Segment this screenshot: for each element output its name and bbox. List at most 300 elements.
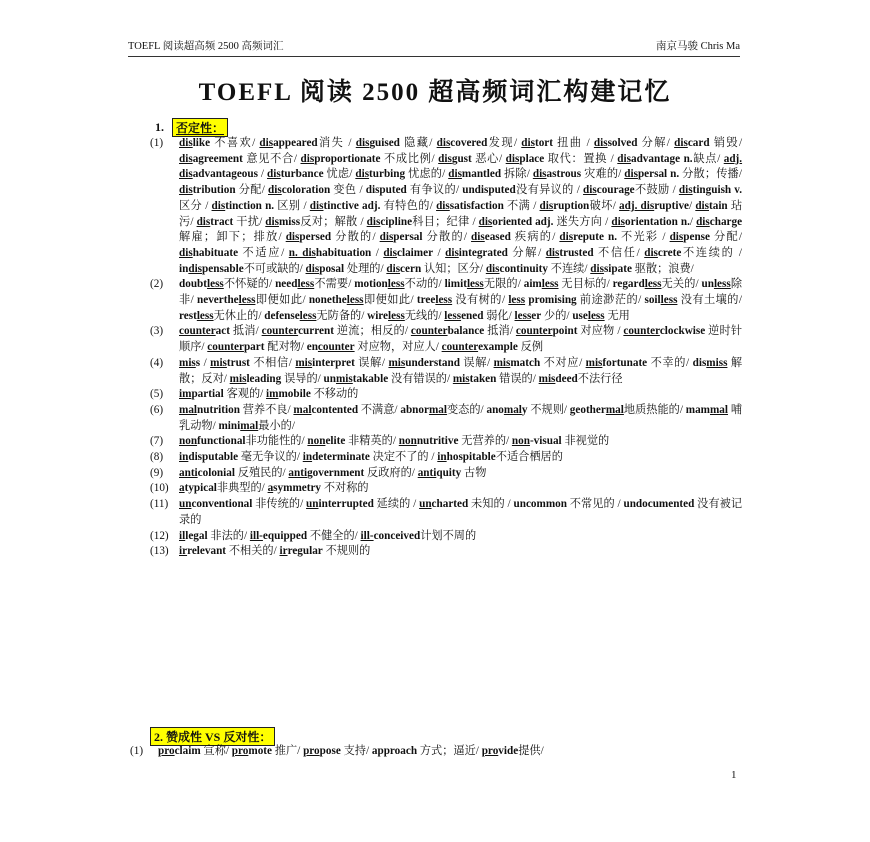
vocab-word-segment: ruption [553,199,590,212]
vocab-word-segment: mis [585,356,603,369]
vocab-word-segment: n. dis [288,246,316,259]
gloss-text: 解散；反对/ [179,356,743,385]
vocab-word-segment: dis [268,184,282,197]
gloss-text: 驱散；浪费/ [631,262,694,275]
gloss-text: 分解/ [637,137,675,149]
vocab-word-segment: tinction n. [225,199,275,212]
vocab-word-segment: mal [240,419,259,432]
vocab-word-segment: coloration [281,184,331,197]
gloss-text: / [433,246,446,259]
vocab-word-segment: dis [695,199,709,212]
vocab-word-segment: cern [400,262,422,275]
vocab-word-segment: in [302,451,313,464]
vocab-word-segment: anti [417,466,437,479]
vocab-entry [150,277,742,324]
vocab-word-segment: counter [261,325,299,338]
gloss-text: 无关的/ [661,278,702,291]
gloss-text: 不连续的 / [681,246,743,259]
vocab-word-segment: current [298,325,334,338]
vocab-entry [150,544,742,560]
gloss-text: 无防备的/ [316,309,368,322]
vocab-entry [130,744,742,760]
vocab-word-segment: counter [207,341,244,354]
vocab-word-segment: tree [416,294,436,307]
item-number: (11) [150,498,169,511]
gloss-text: 错误的/ [496,372,539,385]
vocab-word-segment: dis [624,168,638,181]
gloss-text: 不规则/ [527,403,570,416]
vocab-word-segment: im [179,388,192,401]
gloss-text: 古物 [461,466,487,479]
item-text [179,544,742,560]
gloss-text: 发现/ [487,137,522,149]
gloss-text: 营养不良/ [239,403,294,416]
item-text [179,497,742,528]
gloss-text: 误解/ [354,356,389,369]
vocab-word-segment: card [687,137,710,149]
vocab-word-segment: persal [393,231,423,244]
vocab-entry [150,434,742,450]
gloss-text: 抵消/ [229,325,262,338]
vocab-word-segment: tinctive adj. [323,199,381,212]
vocab-word-segment: claim [174,745,201,757]
vocab-word-segment: place [519,152,545,165]
vocab-word-segment: deed [555,372,578,385]
vocab-word-segment: promising [525,294,577,307]
gloss-text: 不健全的/ [307,529,361,542]
gloss-text: 非精英的/ [345,435,399,448]
vocab-word-segment: tinguish v. [692,184,743,197]
vocab-word-segment: eased [484,231,511,244]
gloss-text: 延续的 / [373,498,420,511]
vocab-word-segment: in [179,451,189,464]
item-number: (10) [150,482,169,495]
gloss-text: 不对应/ [540,356,586,369]
vocab-word-segment: counter [623,325,660,338]
vocab-word-segment: government [307,466,365,479]
vocab-word-segment: less [346,294,364,307]
gloss-text: 即便如此/ [363,294,417,307]
vocab-word-segment: mal [179,403,198,416]
vocab-word-segment: dis [471,231,485,244]
vocab-word-segment: less [444,309,462,322]
vocab-word-segment: less [207,278,224,291]
vocab-word-segment: dis [211,199,226,212]
vocab-word-segment: regular [287,545,323,558]
gloss-text: 推广/ [271,745,304,757]
item-number: (7) [150,435,164,448]
gloss-text: 前途渺茫的/ [576,294,645,307]
vocab-word-segment: habituation [315,246,372,259]
gloss-text: 分散的/ [331,231,380,244]
vocab-word-segment: dis [692,356,707,369]
vocab-entry [150,356,742,387]
gloss-text: 无休止的/ [213,309,265,322]
gloss-text: 配对物/ [264,341,307,354]
vocab-word-segment: adj. dis [179,152,743,181]
vocab-word-segment: typical [184,482,217,495]
item-text [179,136,742,277]
vocab-word-segment: tort [534,137,553,149]
vocab-entry [150,466,742,482]
gloss-text: 不怀疑的/ [223,278,276,291]
vocab-word-segment: dis [593,137,608,149]
vocab-word-segment: dis [521,137,535,149]
vocab-word-segment: dis [355,137,370,149]
section-1-item-list [150,136,742,560]
gloss-text: 区别 / [274,199,310,212]
vocab-word-segment: tain [709,199,728,212]
vocab-word-segment: interrupted [318,498,374,511]
vocab-word-segment: mis [538,372,556,385]
gloss-text: 忧虑的/ [405,168,449,181]
vocab-word-segment: trusted [559,246,594,259]
gloss-text: 反对；解散 / [300,215,367,228]
vocab-word-segment: dis [305,262,320,275]
gloss-text: 非典型的/ [216,482,268,495]
vocab-word-segment: dis [611,215,626,228]
vocab-word-segment: miss [706,356,728,369]
vocab-word-segment: need [275,278,298,291]
vocab-word-segment: nutrition [197,403,240,416]
vocab-word-segment: dis [285,231,300,244]
vocab-word-segment: dis [674,137,688,149]
gloss-text: 不移动的 [310,388,359,401]
vocab-word-segment: habituate [192,246,239,259]
section-2-heading-text: 赞成性 VS 反对性： [166,730,272,744]
vocab-word-segment: dis [436,137,451,149]
item-text [179,356,742,387]
item-text [179,466,742,482]
vocab-word-segment: courage [596,184,635,197]
vocab-word-segment: appro [371,745,401,757]
item-number: (13) [150,545,169,558]
vocab-word-segment: ach [400,745,418,757]
vocab-word-segment: turbance [280,168,324,181]
vocab-word-segment: tract [210,215,234,228]
gloss-text: 变色 / [330,184,366,197]
gloss-text: 除非/ [179,278,743,307]
vocab-word-segment: nutritive [416,435,459,448]
vocab-word-segment: vide [498,745,519,757]
vocab-word-segment: less [660,294,678,307]
vocab-word-segment: counter [441,341,479,354]
gloss-text: 有争议的/ [406,184,463,197]
vocab-word-segment: interpret [312,356,355,369]
gloss-text: 意见不合/ [242,152,301,165]
vocab-word-segment: equipped [262,529,308,542]
gloss-text: 不相信/ [249,356,296,369]
vocab-word-segment: rest [179,309,197,322]
gloss-text: 区分 / [179,199,212,212]
vocab-word-segment: part [243,341,265,354]
vocab-word-segment: less [196,309,214,322]
vocab-word-segment: mantled [461,168,502,181]
vocab-word-segment: dis [559,231,574,244]
vocab-word-segment: charge [709,215,743,228]
gloss-text: 非传统的/ [252,498,307,511]
gloss-text: 无用 [604,309,630,322]
vocab-word-segment: un [179,498,192,511]
gloss-text: 不鼓励 / [634,184,679,197]
vocab-word-segment: dis [485,262,500,275]
vocab-word-segment: contented [311,403,359,416]
vocab-word-segment: mis [493,356,511,369]
vocab-word-segment: use [572,309,588,322]
vocab-word-segment: agreement [192,152,243,165]
vocab-entry [150,497,742,528]
vocab-word-segment: covered [450,137,488,149]
vocab-word-segment: counter [179,325,216,338]
item-number: (3) [150,325,164,338]
vocab-word-segment: adj. dis [619,199,655,212]
gloss-text: 分配/ [235,184,269,197]
section-1-heading [155,118,228,137]
vocab-word-segment: pensable [202,262,244,275]
vocab-word-segment: less [387,278,405,291]
vocab-word-segment: pense [683,231,710,244]
vocab-word-segment: repute n. [573,231,617,244]
vocab-word-segment: nonethe [308,294,347,307]
vocab-word-segment: tribution [192,184,236,197]
vocab-word-segment: in [437,451,447,464]
gloss-text: 有特色的/ [380,199,437,212]
item-number: (2) [150,278,164,291]
vocab-word-segment: advantage n. [630,152,693,165]
vocab-word-segment: dis [179,184,193,197]
vocab-word-segment: satisfaction [449,199,504,212]
vocab-word-segment: er [531,309,542,322]
gloss-text: 反例 [517,341,544,354]
vocab-word-segment: dis [617,152,631,165]
gloss-text: 误解/ [459,356,494,369]
vocab-word-segment: dis [300,152,315,165]
vocab-word-segment: mobile [278,388,311,401]
vocab-word-segment: ano [486,403,504,416]
vocab-word-segment: less [238,294,256,307]
vocab-word-segment: astrous [546,168,582,181]
vocab-word-segment: ir [179,545,188,558]
vocab-word-segment: turbing [369,168,406,181]
gloss-text: / [200,356,211,369]
gloss-text: 缺点/ [692,152,724,165]
vocab-word-segment: non [179,435,198,448]
vocab-word-segment: less [587,309,605,322]
gloss-text: 不规则的 [322,545,371,558]
vocab-word-segment: dis [545,246,560,259]
vocab-word-segment: takable [352,372,389,385]
gloss-text: 消失 / [317,137,356,149]
gloss-text: 认知；区分/ [421,262,486,275]
gloss-text: 拆除/ [501,168,533,181]
vocab-word-segment: ill- [249,529,263,542]
vocab-word-segment: advantageous [192,168,258,181]
vocab-word-segment: mal [428,403,447,416]
vocab-word-segment: miss [278,215,301,228]
vocab-entry [150,403,742,434]
gloss-text: 不可或缺的/ [243,262,306,275]
vocab-word-segment: aim [523,278,542,291]
vocab-word-segment: point [552,325,578,338]
gloss-text: 不喜欢/ [210,137,260,149]
vocab-word-segment: un [701,278,714,291]
vocab-word-segment: mis [295,356,313,369]
vocab-word-segment: dis [532,168,547,181]
vocab-word-segment: undocumented [623,498,695,511]
vocab-word-segment: ir [279,545,288,558]
gloss-text: / [257,168,268,181]
item-text [179,403,742,434]
vocab-word-segment: less [644,278,662,291]
gloss-text: 分配/ [710,231,743,244]
vocab-word-segment: defense [264,309,300,322]
gloss-text: 对应物，对应人/ [354,341,442,354]
gloss-text: 隐藏/ [399,137,437,149]
vocab-word-segment: mis [452,372,470,385]
vocab-word-segment: conceived [373,529,421,542]
vocab-word-segment: non [511,435,530,448]
vocab-word-segment: functional [197,435,246,448]
vocab-word-segment: disputable [188,451,239,464]
vocab-word-segment: dis [678,184,693,197]
running-header [128,38,740,57]
vocab-word-segment: example [478,341,518,354]
gloss-text: 迷失方向 / [553,215,612,228]
gloss-text: 地质热能的/ [623,403,686,416]
gloss-text: 不相关的/ [226,545,280,558]
gloss-text: 最小的/ [258,419,295,432]
vocab-word-segment: dis [366,215,381,228]
vocab-word-segment: uncommon [513,498,567,511]
vocab-word-segment: leading [246,372,282,385]
vocab-word-segment: a [267,482,274,495]
vocab-word-segment: dis [179,246,193,259]
item-text [179,450,742,466]
gloss-text: 非功能性的/ [245,435,308,448]
gloss-text: 分散；传播/ [679,168,743,181]
vocab-word-segment: dis [179,137,193,149]
vocab-entry [150,324,742,355]
vocab-word-segment: dis [696,215,710,228]
vocab-word-segment: like [192,137,211,149]
vocab-word-segment: mis [179,356,196,369]
vocab-word-segment: mini [218,419,241,432]
vocab-word-segment: ened [461,309,484,322]
gloss-text: 灾难的/ [581,168,625,181]
vocab-word-segment: dis [436,199,450,212]
vocab-word-segment: counter [515,325,553,338]
gloss-text: 抵消/ [484,325,516,338]
vocab-word-segment: anti [179,466,198,479]
vocab-word-segment: pro [481,745,499,757]
vocab-word-segment: dis [478,215,493,228]
vocab-word-segment: persed [299,231,332,244]
gloss-text: 宣称/ [200,745,232,757]
vocab-word-segment: mal [605,403,624,416]
gloss-text: 不需要/ [314,278,355,291]
vocab-word-segment: symmetry [273,482,322,495]
vocab-word-segment: partial [191,388,224,401]
vocab-word-segment: mis [335,372,353,385]
gloss-text: 少的/ [541,309,573,322]
gloss-text: 逆流；相反的/ [333,325,411,338]
item-text [179,324,742,355]
vocab-word-segment: un [419,498,432,511]
gloss-text: / [689,199,696,212]
gloss-text: 解雇；卸下；排放/ [179,231,286,244]
gloss-text: 不法行径 [577,372,623,385]
gloss-text: 不适合栖居的 [495,451,563,464]
vocab-word-segment: a [179,482,185,495]
gloss-text: 弱化/ [483,309,515,322]
vocab-entry [150,529,742,545]
item-number: (1) [150,137,164,149]
gloss-text: 方式；逼近/ [417,745,482,757]
vocab-word-segment: dis [259,137,274,149]
vocab-word-segment: neverthe [197,294,239,307]
vocab-word-segment: -visual [529,435,562,448]
vocab-word-segment: wire [367,309,389,322]
vocab-entry [150,450,742,466]
vocab-word-segment: un [306,498,319,511]
vocab-word-segment: colonial [197,466,235,479]
vocab-word-segment: dis [179,152,193,165]
gloss-text: 分散的/ [422,231,472,244]
gloss-text: 销毁/ [709,137,743,149]
vocab-word-segment: determinate [312,451,370,464]
gloss-text: 不光彩 / [617,231,670,244]
vocab-word-segment: legal [185,529,208,542]
vocab-word-segment: less [388,309,405,322]
vocab-word-segment: posal [319,262,345,275]
section-1-heading-text: 否定性： [176,121,225,135]
vocab-word-segment: mal [709,403,729,416]
vocab-word-segment: cipline [380,215,413,228]
gloss-text: 无目标的/ [558,278,613,291]
vocab-word-segment: fortunate [602,356,648,369]
gloss-text: 哺乳动物/ [179,403,743,432]
gloss-text: 反殖民的/ [234,466,289,479]
vocab-word-segment: less [514,309,532,322]
vocab-word-segment: y [521,403,528,416]
gloss-text: 提供/ [518,745,544,757]
vocab-word-segment: dis [383,246,398,259]
vocab-word-segment: less [299,309,317,322]
gloss-text: 不适应/ [238,246,289,259]
vocab-entry [150,387,742,403]
gloss-text: 未知的 / [468,498,514,511]
vocab-word-segment: anti [288,466,308,479]
item-number: (4) [150,356,164,369]
vocab-word-segment: trust [226,356,250,369]
vocab-word-segment: clockwise [659,325,706,338]
gloss-text: 破坏/ [589,199,620,212]
vocab-word-segment: pro [158,745,175,757]
vocab-word-segment: counter [410,325,448,338]
vocab-word-segment: dis [379,231,394,244]
vocab-word-segment: dis [669,231,684,244]
item-number: (1) [130,745,144,757]
page-number: 1 [731,769,737,781]
vocab-word-segment: mis [210,356,227,369]
vocab-word-segment: gust [451,152,472,165]
vocab-word-segment: guised [369,137,400,149]
gloss-text: 疾病的/ [510,231,560,244]
gloss-text: 决定不了的 / [369,451,438,464]
gloss-text: 变态的/ [446,403,487,416]
vocab-word-segment: mote [248,745,272,757]
gloss-text: 即便如此/ [255,294,309,307]
